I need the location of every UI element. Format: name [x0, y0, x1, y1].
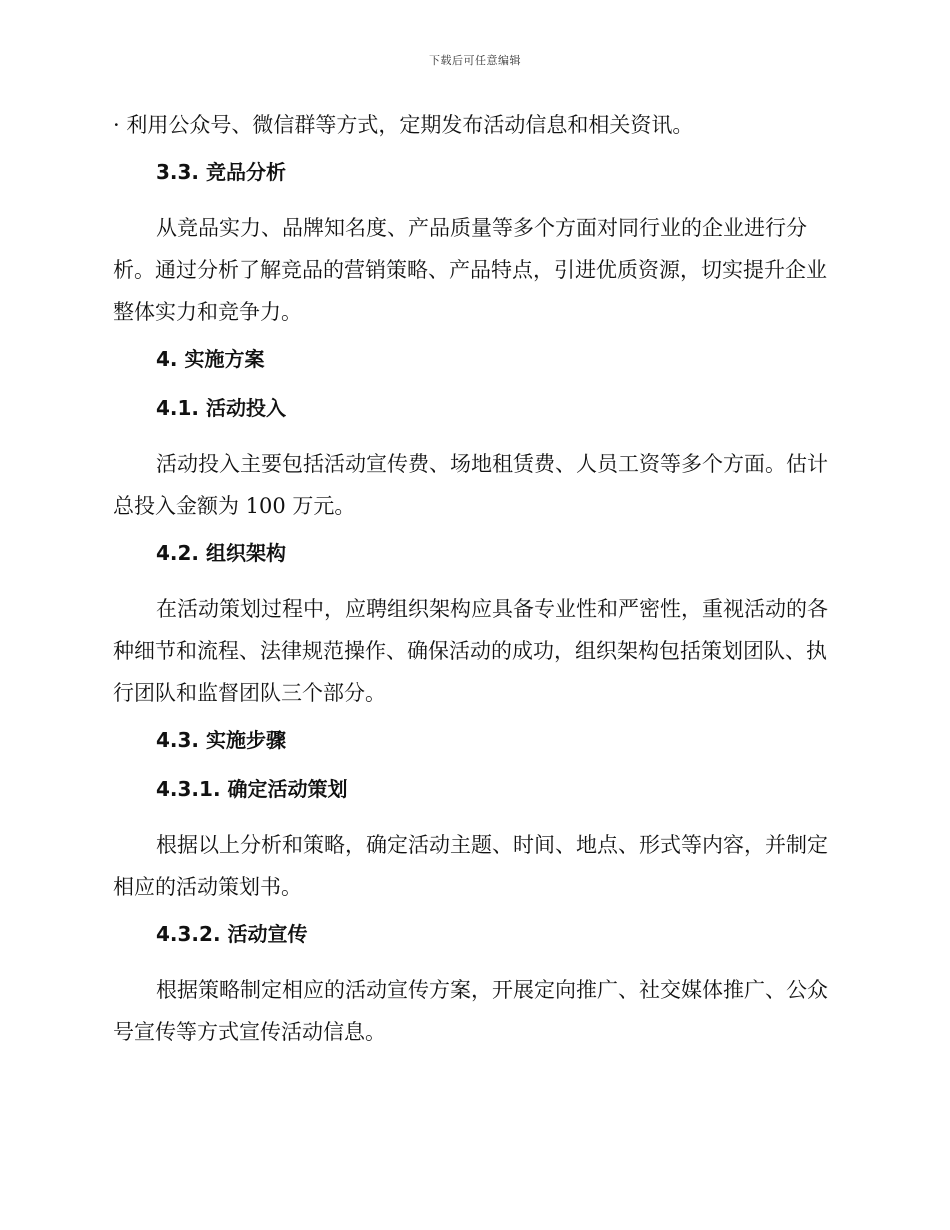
body-paragraph: 在活动策划过程中，应聘组织架构应具备专业性和严密性，重视活动的各种细节和流程、法律规范操作、确保活动的成功，组织架构包括策划团队、执行团队和监督团队三个部分。 — [113, 597, 828, 705]
section-heading: 4. 实施方案 — [156, 347, 265, 371]
section-heading: 4.3. 实施步骤 — [156, 728, 286, 752]
section-heading: 4.1. 活动投入 — [156, 396, 286, 420]
body-paragraph: 活动投入主要包括活动宣传费、场地租赁费、人员工资等多个方面。估计总投入金额为 100 万元。 — [113, 452, 828, 518]
body-paragraph: 从竞品实力、品牌知名度、产品质量等多个方面对同行业的企业进行分析。通过分析了解竞品的营销策略、产品特点，引进优质资源，切实提升企业整体实力和竞争力。 — [113, 216, 827, 324]
document-body — [113, 104, 837, 1065]
bullet-paragraph: · 利用公众号、微信群等方式，定期发布活动信息和相关资讯。 — [113, 113, 694, 137]
page-header-note: 下载后可任意编辑 — [429, 54, 521, 67]
section-heading: 4.3.2. 活动宣传 — [156, 922, 308, 946]
section-heading: 4.2. 组织架构 — [156, 541, 286, 565]
body-paragraph: 根据策略制定相应的活动宣传方案，开展定向推广、社交媒体推广、公众号宣传等方式宣传活动信息。 — [113, 978, 828, 1044]
body-paragraph: 根据以上分析和策略，确定活动主题、时间、地点、形式等内容，并制定相应的活动策划书。 — [113, 833, 828, 899]
section-heading: 3.3. 竞品分析 — [156, 160, 286, 184]
section-heading: 4.3.1. 确定活动策划 — [156, 777, 348, 801]
